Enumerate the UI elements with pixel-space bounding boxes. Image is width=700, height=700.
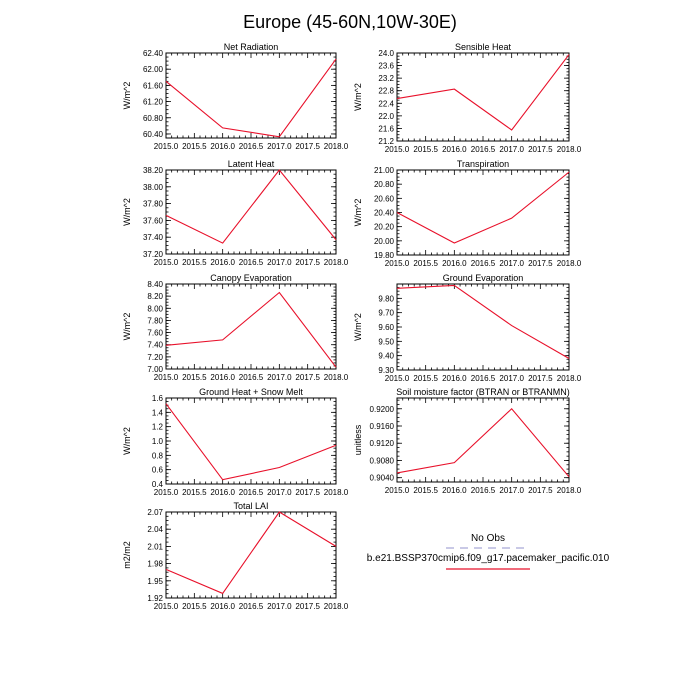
chart-panel-8 — [122, 501, 349, 611]
x-tick-label: 2017.5 — [295, 142, 320, 151]
x-tick-label: 2015.5 — [413, 486, 438, 495]
plot-frame — [166, 398, 336, 484]
chart-title: Ground Heat + Snow Melt — [199, 387, 303, 397]
y-tick-label: 2.07 — [147, 508, 163, 517]
y-tick-label: 37.80 — [142, 199, 163, 209]
x-tick-label: 2017.0 — [267, 488, 292, 497]
x-tick-label: 2018.0 — [323, 488, 349, 497]
y-tick-label: 7.20 — [147, 352, 163, 362]
chart-title: Transpiration — [456, 159, 510, 169]
x-tick-label: 2018.0 — [556, 145, 582, 154]
y-tick-label: 2.01 — [147, 542, 163, 552]
y-tick-label: 1.98 — [147, 559, 163, 569]
x-tick-label: 2018.0 — [323, 142, 349, 151]
y-axis-label: W/m^2 — [122, 81, 132, 110]
y-tick-label: 23.6 — [378, 61, 394, 71]
y-tick-label: 9.60 — [378, 323, 394, 332]
y-axis-label: W/m^2 — [353, 313, 363, 341]
x-tick-label: 2016.5 — [470, 374, 496, 383]
chart-panel-4 — [122, 273, 349, 382]
x-tick-label: 2016.0 — [210, 142, 235, 151]
x-tick-label: 2015.5 — [413, 145, 438, 154]
x-tick-label: 2017.0 — [499, 486, 524, 495]
y-axis-label: m2/m2 — [122, 541, 132, 569]
y-axis-label: unitless — [353, 424, 363, 456]
panels — [122, 42, 582, 611]
y-tick-label: 2.04 — [147, 525, 163, 535]
series-line — [397, 285, 569, 358]
x-tick-label: 2016.0 — [442, 145, 467, 154]
y-tick-label: 19.80 — [373, 251, 394, 260]
y-tick-label: 38.20 — [142, 166, 163, 175]
x-tick-label: 2015.0 — [153, 142, 179, 151]
chart-panel-3 — [353, 159, 582, 268]
series-line — [166, 512, 336, 593]
x-tick-label: 2017.5 — [295, 488, 320, 497]
y-tick-label: 0.9080 — [369, 456, 394, 466]
series-line — [166, 293, 336, 368]
chart-title: Net Radiation — [223, 42, 279, 52]
chart-panel-2 — [122, 159, 349, 267]
chart-title: Latent Heat — [227, 159, 275, 169]
figure-title: Europe (45-60N,10W-30E) — [243, 12, 457, 32]
chart-title: Sensible Heat — [454, 42, 512, 52]
y-tick-label: 9.30 — [378, 366, 394, 375]
y-tick-label: 20.40 — [373, 208, 394, 218]
x-tick-label: 2017.5 — [528, 486, 553, 495]
x-tick-label: 2016.0 — [442, 486, 467, 495]
x-tick-label: 2015.0 — [153, 488, 179, 497]
series-line — [397, 55, 569, 130]
x-tick-label: 2017.5 — [295, 602, 320, 611]
x-tick-label: 2018.0 — [556, 374, 582, 383]
x-tick-label: 2016.0 — [210, 258, 235, 267]
y-tick-label: 20.20 — [373, 222, 394, 232]
y-tick-label: 0.6 — [151, 465, 163, 475]
y-tick-label: 22.4 — [378, 99, 394, 109]
x-tick-label: 2015.0 — [153, 602, 179, 611]
x-tick-label: 2016.5 — [470, 259, 496, 268]
x-tick-label: 2016.0 — [210, 488, 235, 497]
y-tick-label: 7.40 — [147, 340, 163, 350]
x-tick-label: 2016.0 — [442, 374, 467, 383]
legend — [367, 533, 610, 569]
y-axis-label: W/m^2 — [122, 198, 132, 226]
y-axis-label: W/m^2 — [122, 427, 132, 455]
y-tick-label: 0.9200 — [369, 404, 394, 414]
x-tick-label: 2015.0 — [153, 258, 179, 267]
x-tick-label: 2015.5 — [182, 142, 207, 151]
x-tick-label: 2015.0 — [384, 259, 410, 268]
y-tick-label: 22.0 — [378, 111, 394, 121]
y-tick-label: 0.9120 — [369, 439, 394, 449]
x-tick-label: 2015.5 — [182, 373, 207, 382]
y-tick-label: 8.20 — [147, 292, 163, 302]
series-line — [166, 404, 336, 480]
y-tick-label: 7.60 — [147, 328, 163, 338]
x-tick-label: 2015.5 — [182, 602, 207, 611]
y-tick-label: 1.2 — [151, 422, 163, 432]
x-tick-label: 2016.5 — [470, 145, 496, 154]
x-tick-label: 2018.0 — [323, 373, 349, 382]
y-tick-label: 0.9040 — [369, 473, 394, 483]
x-tick-label: 2017.0 — [499, 374, 524, 383]
chart-panel-0 — [122, 42, 349, 151]
y-tick-label: 21.00 — [373, 166, 394, 175]
x-tick-label: 2016.5 — [238, 488, 264, 497]
x-tick-label: 2017.5 — [295, 258, 320, 267]
chart-title: Ground Evaporation — [442, 273, 524, 283]
legend-label-model: b.e21.BSSP370cmip6.f09_g17.pacemaker_pacific.010 — [366, 553, 610, 564]
y-tick-label: 9.80 — [378, 294, 394, 304]
y-tick-label: 20.00 — [373, 236, 394, 246]
plot-frame — [166, 284, 336, 369]
x-tick-label: 2017.0 — [267, 142, 292, 151]
x-tick-label: 2017.0 — [267, 602, 292, 611]
y-tick-label: 20.80 — [373, 180, 394, 190]
y-tick-label: 37.60 — [142, 216, 163, 226]
x-tick-label: 2016.0 — [442, 259, 467, 268]
plot-frame — [397, 53, 569, 141]
x-tick-label: 2017.0 — [499, 259, 524, 268]
y-tick-label: 21.2 — [378, 137, 394, 146]
y-axis-label: W/m^2 — [353, 198, 363, 227]
series-line — [397, 409, 569, 477]
x-tick-label: 2018.0 — [323, 602, 349, 611]
x-tick-label: 2017.5 — [295, 373, 320, 382]
y-tick-label: 1.92 — [147, 594, 163, 603]
y-tick-label: 1.95 — [147, 576, 163, 586]
y-tick-label: 61.20 — [142, 97, 163, 107]
x-tick-label: 2015.0 — [384, 374, 410, 383]
y-tick-label: 23.2 — [378, 74, 394, 84]
x-tick-label: 2015.5 — [182, 488, 207, 497]
y-tick-label: 37.40 — [142, 233, 163, 243]
chart-title: Canopy Evaporation — [210, 273, 292, 283]
y-tick-label: 60.80 — [142, 113, 163, 123]
y-tick-label: 1.6 — [151, 394, 163, 403]
y-tick-label: 61.60 — [142, 81, 163, 91]
x-tick-label: 2018.0 — [556, 486, 582, 495]
y-tick-label: 60.40 — [142, 129, 163, 139]
y-tick-label: 62.40 — [142, 49, 163, 58]
series-line — [397, 172, 569, 243]
y-tick-label: 1.0 — [151, 437, 163, 446]
y-tick-label: 22.8 — [378, 86, 394, 96]
plot-frame — [397, 170, 569, 255]
y-tick-label: 7.80 — [147, 316, 163, 326]
y-tick-label: 0.4 — [151, 480, 163, 489]
x-tick-label: 2016.0 — [210, 602, 235, 611]
series-line — [166, 59, 336, 137]
x-tick-label: 2015.0 — [153, 373, 179, 382]
y-tick-label: 1.4 — [151, 408, 163, 418]
x-tick-label: 2017.5 — [528, 259, 553, 268]
chart-panel-1 — [353, 42, 582, 154]
x-tick-label: 2018.0 — [556, 259, 582, 268]
y-tick-label: 9.70 — [378, 308, 394, 318]
x-tick-label: 2015.5 — [413, 259, 438, 268]
y-axis-label: W/m^2 — [122, 312, 132, 341]
x-tick-label: 2015.5 — [413, 374, 438, 383]
y-tick-label: 62.00 — [142, 65, 163, 75]
chart-title: Soil moisture factor (BTRAN or BTRANMN) — [396, 387, 570, 397]
x-tick-label: 2017.0 — [267, 258, 292, 267]
plot-frame — [397, 398, 569, 482]
plot-frame — [166, 170, 336, 254]
y-tick-label: 9.50 — [378, 337, 394, 347]
x-tick-label: 2015.0 — [384, 486, 410, 495]
x-tick-label: 2016.5 — [238, 373, 264, 382]
legend-label-no-obs: No Obs — [471, 533, 505, 544]
chart-panel-7 — [353, 387, 582, 495]
plot-frame — [166, 53, 336, 138]
y-axis-label: W/m^2 — [353, 83, 363, 111]
x-tick-label: 2017.5 — [528, 374, 553, 383]
x-tick-label: 2017.5 — [528, 145, 553, 154]
x-tick-label: 2016.5 — [470, 486, 496, 495]
y-tick-label: 38.00 — [142, 182, 163, 192]
chart-panel-6 — [122, 387, 349, 497]
chart-title: Total LAI — [233, 501, 269, 511]
x-tick-label: 2017.0 — [499, 145, 524, 154]
plot-frame — [166, 512, 336, 598]
y-tick-label: 24.0 — [378, 49, 394, 58]
x-tick-label: 2016.5 — [238, 258, 264, 267]
y-tick-label: 20.60 — [373, 194, 394, 204]
y-tick-label: 21.6 — [378, 124, 394, 134]
y-tick-label: 8.00 — [147, 304, 163, 314]
plot-frame — [397, 284, 569, 370]
x-tick-label: 2015.5 — [182, 258, 207, 267]
y-tick-label: 9.40 — [378, 351, 394, 361]
x-tick-label: 2016.0 — [210, 373, 235, 382]
x-tick-label: 2016.5 — [238, 602, 264, 611]
x-tick-label: 2018.0 — [323, 258, 349, 267]
series-line — [166, 170, 336, 243]
chart-panel-5 — [353, 273, 582, 383]
y-tick-label: 8.40 — [147, 280, 163, 289]
y-tick-label: 0.8 — [151, 451, 163, 461]
y-tick-label: 0.9160 — [369, 422, 394, 431]
x-tick-label: 2017.0 — [267, 373, 292, 382]
x-tick-label: 2015.0 — [384, 145, 410, 154]
x-tick-label: 2016.5 — [238, 142, 264, 151]
y-tick-label: 37.20 — [142, 250, 163, 259]
y-tick-label: 7.00 — [147, 365, 163, 374]
